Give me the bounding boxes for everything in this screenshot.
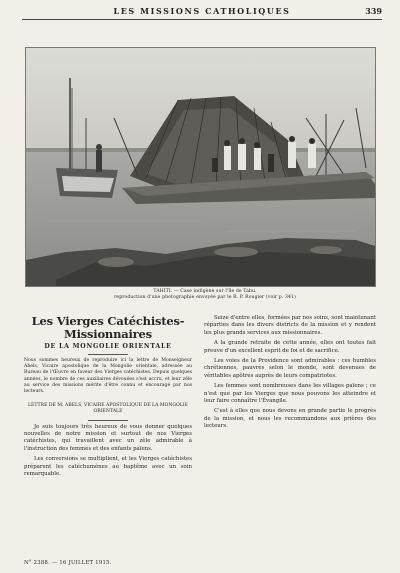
- photo-illustration: [26, 48, 375, 286]
- body-paragraph: C'est à elles que nous devons en grande partie le progrès de la mission, et nous les recommandons aux prières des lecteurs.: [204, 408, 376, 430]
- right-column: [204, 315, 376, 434]
- left-column: [24, 315, 192, 481]
- journal-title: LES MISSIONS CATHOLIQUES: [113, 6, 291, 16]
- page-header: [22, 6, 382, 20]
- body-paragraph: Les voies de la Providence sont admirables : ces humbles chrétiennes, pauvres selon le monde, sont devenues de véritables apôtres auprès de leurs compatriotes.: [204, 358, 376, 379]
- body-paragraph: Je suis toujours très heureux de vous donner quelques nouvelles de notre mission et surtout de nos Vierges catéchistes, qui travaillent avec un zèle admirable à l'instruction des femmes et des enfants païens.: [24, 423, 192, 452]
- issue-footer: N° 2388. — 16 JUILLET 1915.: [24, 560, 112, 566]
- body-paragraph: Les femmes sont nombreuses dans les villages païens ; ce n'est que par les Vierges que nous pouvons les atteindre et leur faire connaître l'Évangile.: [204, 383, 376, 405]
- page-number: 339: [365, 6, 382, 16]
- letter-heading: LETTRE DE M. ABELS, VICAIRE APOSTOLIQUE DE LA MONGOLIE ORIENTALE: [28, 403, 188, 415]
- article-intro: Nous sommes heureux de reproduire ici la lettre de Monseigneur Abels, Vicaire apostolique de la Mongolie orientale, adressée au Bureau de l'Œuvre en faveur des Vierges catéchistes. Depuis quelques années, le nombre de ces auxiliaires dévouées s'est accru, et leur zèle au service des missions mérite d'être connu et encouragé par nos lecteurs.: [24, 358, 192, 395]
- title-rule: [88, 354, 128, 355]
- body-paragraph: Seize d'entre elles, formées par nos soins, sont maintenant réparties dans les divers districts de la mission et y rendent les plus grands services aux missionnaires.: [204, 315, 376, 336]
- article-subtitle: DE LA MONGOLIE ORIENTALE: [44, 343, 172, 350]
- photo-hut-on-water: [25, 47, 376, 287]
- body-paragraph: Les conversions se multiplient, et les Vierges catéchistes préparent les catéchumènes au baptême avec un soin remarquable.: [24, 456, 192, 478]
- article-title: Les Vierges Catéchistes-Missionnaires: [31, 314, 185, 341]
- body-paragraph: A la grande retraite de cette année, elles ont toutes fait preuve d'un excellent esprit de foi et de sacrifice.: [204, 340, 376, 354]
- photo-caption: [40, 289, 370, 301]
- caption-line-2: reproduction d'une photographie envoyée par le R. P. Rougier (voir p. 341): [114, 295, 296, 300]
- header-rule: [22, 19, 382, 20]
- caption-line-1: TAHITI. — Case indigène sur l'île de Tabu.: [153, 289, 257, 294]
- letter-rule: [88, 420, 128, 421]
